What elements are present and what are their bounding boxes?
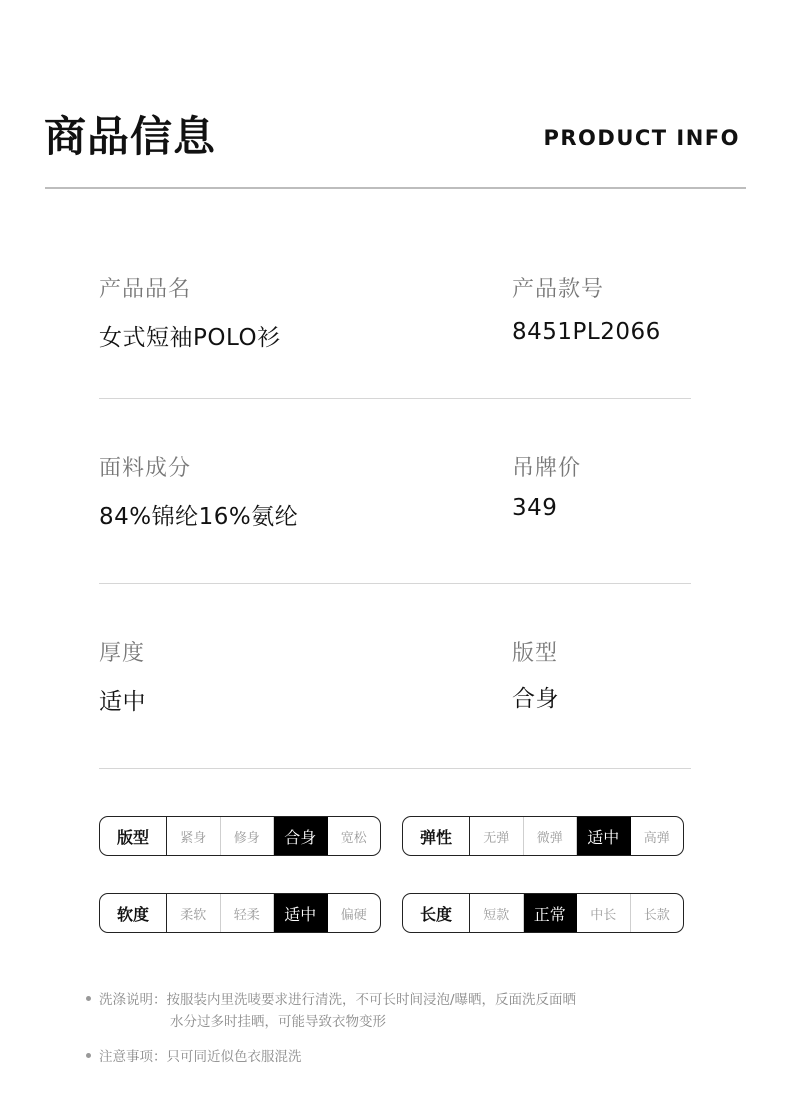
scale-option: 柔软 [167, 894, 221, 932]
field-label: 面料成分 [99, 456, 192, 481]
scale-name: 版型 [100, 817, 167, 855]
scale-option: 轻柔 [221, 894, 275, 932]
scale-option: 修身 [221, 817, 275, 855]
caution-label: 注意事项： [99, 1049, 167, 1065]
scale-option: 偏硬 [340, 907, 367, 923]
scale-name: 软度 [100, 894, 167, 932]
field-fabric [99, 451, 298, 531]
scale-option: 长款 [643, 907, 670, 923]
scale-name: 弹性 [403, 817, 470, 855]
header-divider [45, 187, 746, 189]
scale-fit [99, 816, 381, 856]
scale-option: 微弹 [524, 817, 578, 855]
caution-note [86, 1046, 302, 1068]
scale-option-selected: 适中 [577, 817, 631, 855]
row-divider [99, 768, 691, 769]
page-title-english: PRODUCT INFO [543, 126, 740, 150]
scale-softness [99, 893, 381, 933]
wash-instructions [86, 989, 577, 1030]
scale-option: 短款 [470, 894, 524, 932]
field-value: 女式短袖POLO衫 [99, 325, 281, 351]
row-divider [99, 398, 691, 399]
field-fit [512, 636, 559, 713]
field-label: 厚度 [99, 641, 146, 666]
scale-option-selected: 合身 [274, 817, 328, 855]
scale-option-selected: 正常 [524, 894, 578, 932]
field-product-name [99, 272, 281, 352]
scale-option: 中长 [577, 894, 631, 932]
wash-text-line1: 按服装内里洗唛要求进行清洗，不可长时间浸泡/曝晒，反面洗反面晒 [166, 992, 577, 1008]
bullet-dot [86, 1053, 91, 1058]
field-value: 349 [512, 495, 558, 521]
field-price [512, 451, 581, 521]
bullet-dot [86, 996, 91, 1001]
field-label: 吊牌价 [512, 456, 582, 481]
caution-text: 只可同近似色衣服混洗 [166, 1049, 302, 1065]
field-value: 84%锦纶16%氨纶 [99, 504, 299, 530]
scale-option: 无弹 [470, 817, 524, 855]
scale-option: 宽松 [340, 830, 367, 846]
row-divider [99, 583, 691, 584]
scale-option: 高弹 [643, 830, 670, 846]
field-label: 产品品名 [99, 277, 192, 302]
scale-elasticity [402, 816, 684, 856]
field-product-model [512, 272, 661, 345]
scale-name: 长度 [403, 894, 470, 932]
field-value: 适中 [99, 689, 146, 715]
page-title: 商品信息 [44, 112, 217, 161]
field-value: 合身 [512, 686, 559, 712]
field-value: 8451PL2066 [512, 319, 661, 345]
field-label: 产品款号 [512, 277, 605, 302]
wash-text-line2: 水分过多时挂晒，可能导致衣物变形 [170, 1014, 386, 1030]
field-label: 版型 [512, 641, 559, 666]
field-thickness [99, 636, 146, 716]
scale-length [402, 893, 684, 933]
scale-option: 紧身 [167, 817, 221, 855]
scale-option-selected: 适中 [274, 894, 328, 932]
wash-label: 洗涤说明： [99, 992, 167, 1008]
